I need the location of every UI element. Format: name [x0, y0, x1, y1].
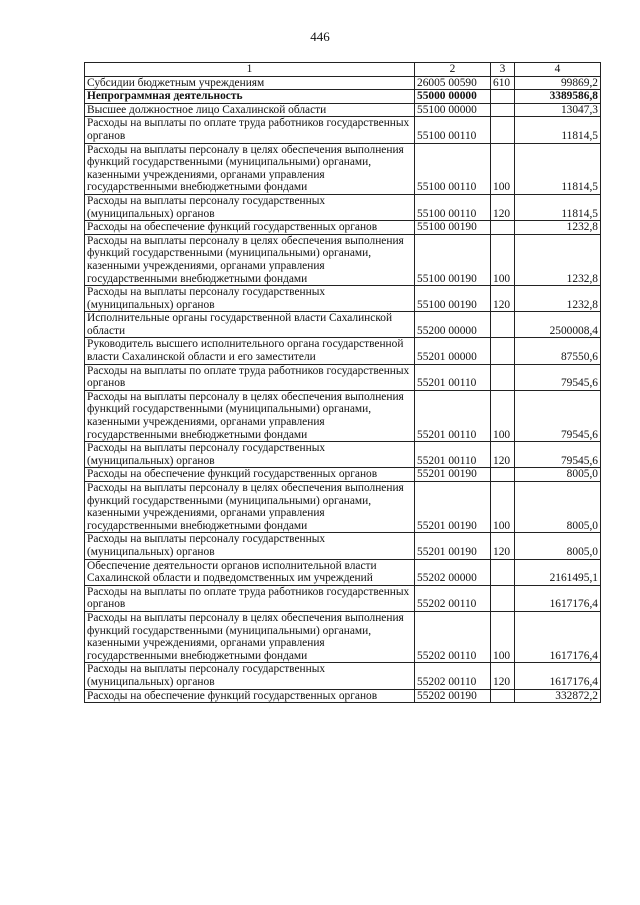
- column-header: 1: [85, 63, 415, 77]
- column-header: 3: [491, 63, 515, 77]
- row-amount-cell: 2161495,1: [515, 559, 601, 585]
- row-amount-cell: 87550,6: [515, 338, 601, 364]
- row-name-cell: Руководитель высшего исполнительного органа государственной власти Сахалинской области и его заместители: [85, 338, 415, 364]
- row-name-cell: Расходы на выплаты персоналу государственных (муниципальных) органов: [85, 286, 415, 312]
- table-row: [85, 90, 601, 104]
- table-row: [85, 364, 601, 390]
- row-code-cell: 55201 00190: [415, 482, 491, 533]
- row-expense-type-cell: [491, 90, 515, 104]
- row-code-cell: 55201 00190: [415, 533, 491, 559]
- row-name-cell: Расходы на выплаты по оплате труда работников государственных органов: [85, 585, 415, 611]
- row-code-cell: 55201 00110: [415, 364, 491, 390]
- row-name-cell: Расходы на выплаты персоналу в целях обеспечения выполнения функций государственными (муниципальными) органами, казенными учреждениями, органами управления государственными внебюджетными фондами: [85, 611, 415, 662]
- row-name-cell: Расходы на выплаты персоналу в целях обеспечения выполнения функций государственными (муниципальными) органами, казенными учреждениями, органами управления государственными внебюджетными фондами: [85, 390, 415, 441]
- row-amount-cell: 1617176,4: [515, 611, 601, 662]
- row-expense-type-cell: [491, 338, 515, 364]
- row-name-cell: Расходы на выплаты персоналу государственных (муниципальных) органов: [85, 533, 415, 559]
- row-expense-type-cell: [491, 689, 515, 703]
- row-code-cell: 55202 00000: [415, 559, 491, 585]
- row-amount-cell: 11814,5: [515, 194, 601, 220]
- row-name-cell: Расходы на выплаты по оплате труда работников государственных органов: [85, 117, 415, 143]
- row-amount-cell: 3389586,8: [515, 90, 601, 104]
- row-amount-cell: 2500008,4: [515, 312, 601, 338]
- row-amount-cell: 1617176,4: [515, 663, 601, 689]
- row-name-cell: Субсидии бюджетным учреждениям: [85, 76, 415, 90]
- row-amount-cell: 13047,3: [515, 103, 601, 117]
- row-code-cell: 55100 00110: [415, 143, 491, 194]
- row-expense-type-cell: 610: [491, 76, 515, 90]
- table-row: [85, 611, 601, 662]
- row-code-cell: 55201 00190: [415, 468, 491, 482]
- row-amount-cell: 1232,8: [515, 221, 601, 235]
- row-amount-cell: 1232,8: [515, 234, 601, 285]
- table-row: [85, 390, 601, 441]
- row-expense-type-cell: 120: [491, 442, 515, 468]
- row-name-cell: Расходы на выплаты персоналу государственных (муниципальных) органов: [85, 194, 415, 220]
- row-expense-type-cell: 120: [491, 286, 515, 312]
- row-amount-cell: 11814,5: [515, 143, 601, 194]
- row-amount-cell: 332872,2: [515, 689, 601, 703]
- row-code-cell: 55100 00190: [415, 221, 491, 235]
- row-amount-cell: 8005,0: [515, 468, 601, 482]
- row-amount-cell: 79545,6: [515, 364, 601, 390]
- row-code-cell: 26005 00590: [415, 76, 491, 90]
- row-expense-type-cell: 100: [491, 390, 515, 441]
- row-expense-type-cell: [491, 585, 515, 611]
- row-name-cell: Непрограммная деятельность: [85, 90, 415, 104]
- row-amount-cell: 79545,6: [515, 442, 601, 468]
- table-row: [85, 76, 601, 90]
- column-header: 2: [415, 63, 491, 77]
- page-number: 446: [310, 29, 330, 44]
- row-amount-cell: 11814,5: [515, 117, 601, 143]
- budget-table-body: [85, 63, 601, 703]
- row-expense-type-cell: [491, 468, 515, 482]
- row-code-cell: 55202 00110: [415, 585, 491, 611]
- row-name-cell: Высшее должностное лицо Сахалинской области: [85, 103, 415, 117]
- table-row: [85, 312, 601, 338]
- table-row: [85, 221, 601, 235]
- table-row: [85, 194, 601, 220]
- column-header: 4: [515, 63, 601, 77]
- row-name-cell: Расходы на выплаты персоналу государственных (муниципальных) органов: [85, 442, 415, 468]
- row-expense-type-cell: 100: [491, 143, 515, 194]
- row-name-cell: Расходы на обеспечение функций государственных органов: [85, 468, 415, 482]
- row-name-cell: Расходы на обеспечение функций государственных органов: [85, 221, 415, 235]
- row-code-cell: 55100 00110: [415, 194, 491, 220]
- row-expense-type-cell: [491, 364, 515, 390]
- row-amount-cell: 79545,6: [515, 390, 601, 441]
- row-amount-cell: 1232,8: [515, 286, 601, 312]
- table-row: [85, 286, 601, 312]
- table-row: [85, 585, 601, 611]
- row-name-cell: Расходы на выплаты персоналу государственных (муниципальных) органов: [85, 663, 415, 689]
- budget-table: [84, 62, 601, 703]
- table-row: [85, 533, 601, 559]
- table-header-row: [85, 63, 601, 77]
- row-code-cell: 55202 00110: [415, 663, 491, 689]
- row-code-cell: 55100 00190: [415, 286, 491, 312]
- table-row: [85, 103, 601, 117]
- table-row: [85, 468, 601, 482]
- row-code-cell: 55100 00110: [415, 117, 491, 143]
- row-amount-cell: 99869,2: [515, 76, 601, 90]
- table-row: [85, 143, 601, 194]
- row-code-cell: 55202 00190: [415, 689, 491, 703]
- row-name-cell: Обеспечение деятельности органов исполнительной власти Сахалинской области и подведомственных им учреждений: [85, 559, 415, 585]
- row-expense-type-cell: 100: [491, 234, 515, 285]
- table-row: [85, 117, 601, 143]
- row-code-cell: 55201 00000: [415, 338, 491, 364]
- table-row: [85, 689, 601, 703]
- row-expense-type-cell: 100: [491, 611, 515, 662]
- row-code-cell: 55202 00110: [415, 611, 491, 662]
- row-amount-cell: 1617176,4: [515, 585, 601, 611]
- row-expense-type-cell: 120: [491, 533, 515, 559]
- row-expense-type-cell: [491, 559, 515, 585]
- row-name-cell: Расходы на выплаты персоналу в целях обеспечения выполнения функций государственными (муниципальными) органами, казенными учреждениями, органами управления государственными внебюджетными фондами: [85, 143, 415, 194]
- row-amount-cell: 8005,0: [515, 533, 601, 559]
- row-expense-type-cell: 120: [491, 194, 515, 220]
- table-row: [85, 234, 601, 285]
- table-row: [85, 559, 601, 585]
- row-name-cell: Расходы на выплаты персоналу в целях обеспечения выполнения функций государственными (муниципальными) органами, казенными учреждениями, органами управления государственными внебюджетными фондами: [85, 482, 415, 533]
- row-code-cell: 55200 00000: [415, 312, 491, 338]
- row-expense-type-cell: 100: [491, 482, 515, 533]
- table-row: [85, 663, 601, 689]
- table-row: [85, 482, 601, 533]
- table-row: [85, 338, 601, 364]
- row-expense-type-cell: [491, 117, 515, 143]
- row-expense-type-cell: [491, 312, 515, 338]
- row-name-cell: Исполнительные органы государственной власти Сахалинской области: [85, 312, 415, 338]
- row-code-cell: 55201 00110: [415, 390, 491, 441]
- row-expense-type-cell: 120: [491, 663, 515, 689]
- row-code-cell: 55000 00000: [415, 90, 491, 104]
- row-code-cell: 55100 00190: [415, 234, 491, 285]
- row-code-cell: 55100 00000: [415, 103, 491, 117]
- row-name-cell: Расходы на обеспечение функций государственных органов: [85, 689, 415, 703]
- row-expense-type-cell: [491, 103, 515, 117]
- row-name-cell: Расходы на выплаты по оплате труда работников государственных органов: [85, 364, 415, 390]
- row-expense-type-cell: [491, 221, 515, 235]
- row-code-cell: 55201 00110: [415, 442, 491, 468]
- table-row: [85, 442, 601, 468]
- row-amount-cell: 8005,0: [515, 482, 601, 533]
- row-name-cell: Расходы на выплаты персоналу в целях обеспечения выполнения функций государственными (муниципальными) органами, казенными учреждениями, органами управления государственными внебюджетными фондами: [85, 234, 415, 285]
